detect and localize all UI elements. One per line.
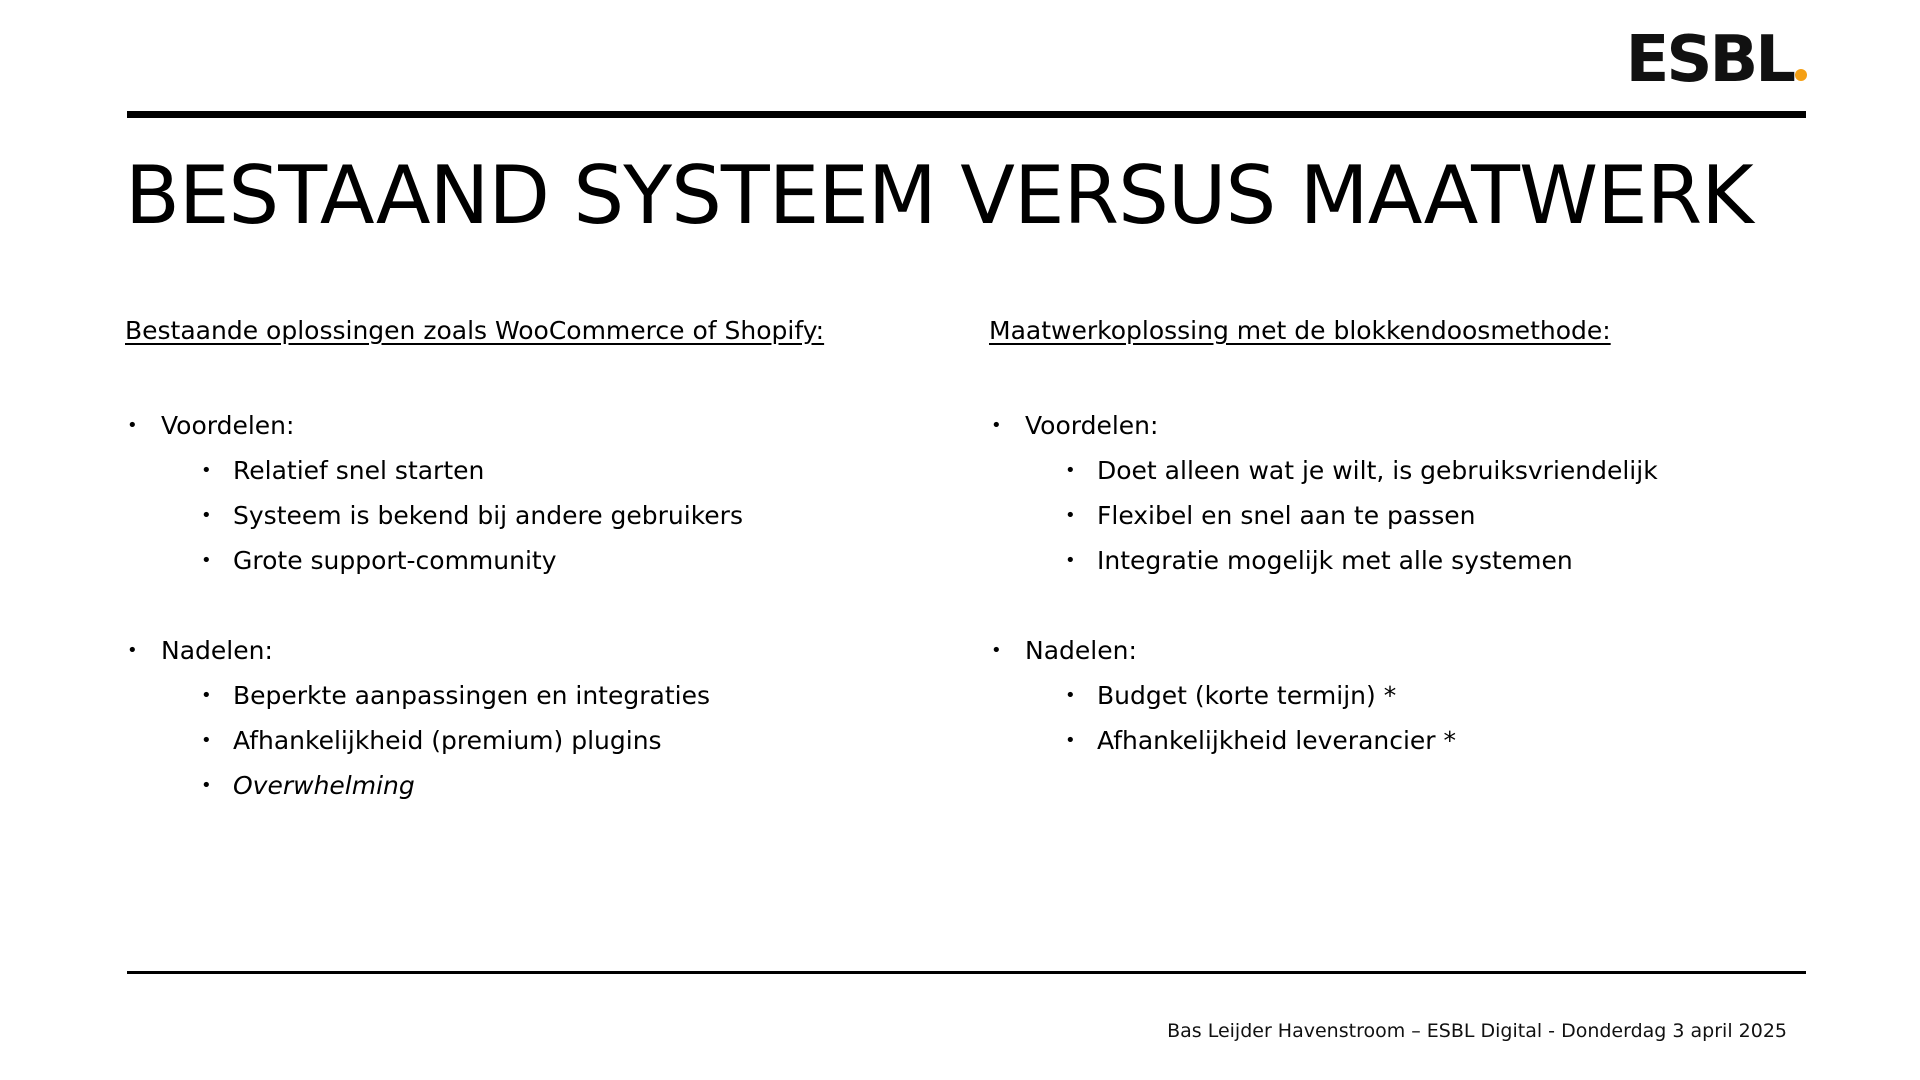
right-advantages-label: • Voordelen: [989,403,1789,448]
list-item: • Integratie mogelijk met alle systemen [989,538,1789,583]
left-disadvantages-list [125,673,925,808]
right-disadvantages-list [989,673,1789,763]
slide-title: BESTAAND SYSTEEM VERSUS MAATWERK [125,149,1753,242]
right-column-heading: Maatwerkoplossing met de blokkendoosmethode: [989,316,1611,345]
list-item: • Relatief snel starten [125,448,925,493]
list-item: • Doet alleen wat je wilt, is gebruiksvriendelijk [989,448,1789,493]
bottom-divider [127,971,1806,974]
left-column [125,316,925,853]
left-column-heading: Bestaande oplossingen zoals WooCommerce of Shopify: [125,316,825,345]
list-item: • Flexibel en snel aan te passen [989,493,1789,538]
list-item: • Grote support-community [125,538,925,583]
left-advantages-list [125,448,925,583]
logo-text: ESBL [1625,23,1793,97]
right-disadvantages-label: • Nadelen: [989,628,1789,673]
top-divider [127,111,1806,118]
list-item: • Afhankelijkheid leverancier * [989,718,1789,763]
footer-text: Bas Leijder Havenstroom – ESBL Digital - Donderdag 3 april 2025 [1167,1020,1787,1042]
right-advantages-list [989,448,1789,583]
list-item: • Systeem is bekend bij andere gebruikers [125,493,925,538]
left-advantages-label: • Voordelen: [125,403,925,448]
esbl-logo [1625,23,1807,97]
list-item: • Overwhelming [125,763,925,808]
right-column [989,316,1789,808]
logo-dot-icon [1795,69,1807,81]
left-disadvantages-label: • Nadelen: [125,628,925,673]
list-item: • Beperkte aanpassingen en integraties [125,673,925,718]
list-item: • Budget (korte termijn) * [989,673,1789,718]
list-item: • Afhankelijkheid (premium) plugins [125,718,925,763]
